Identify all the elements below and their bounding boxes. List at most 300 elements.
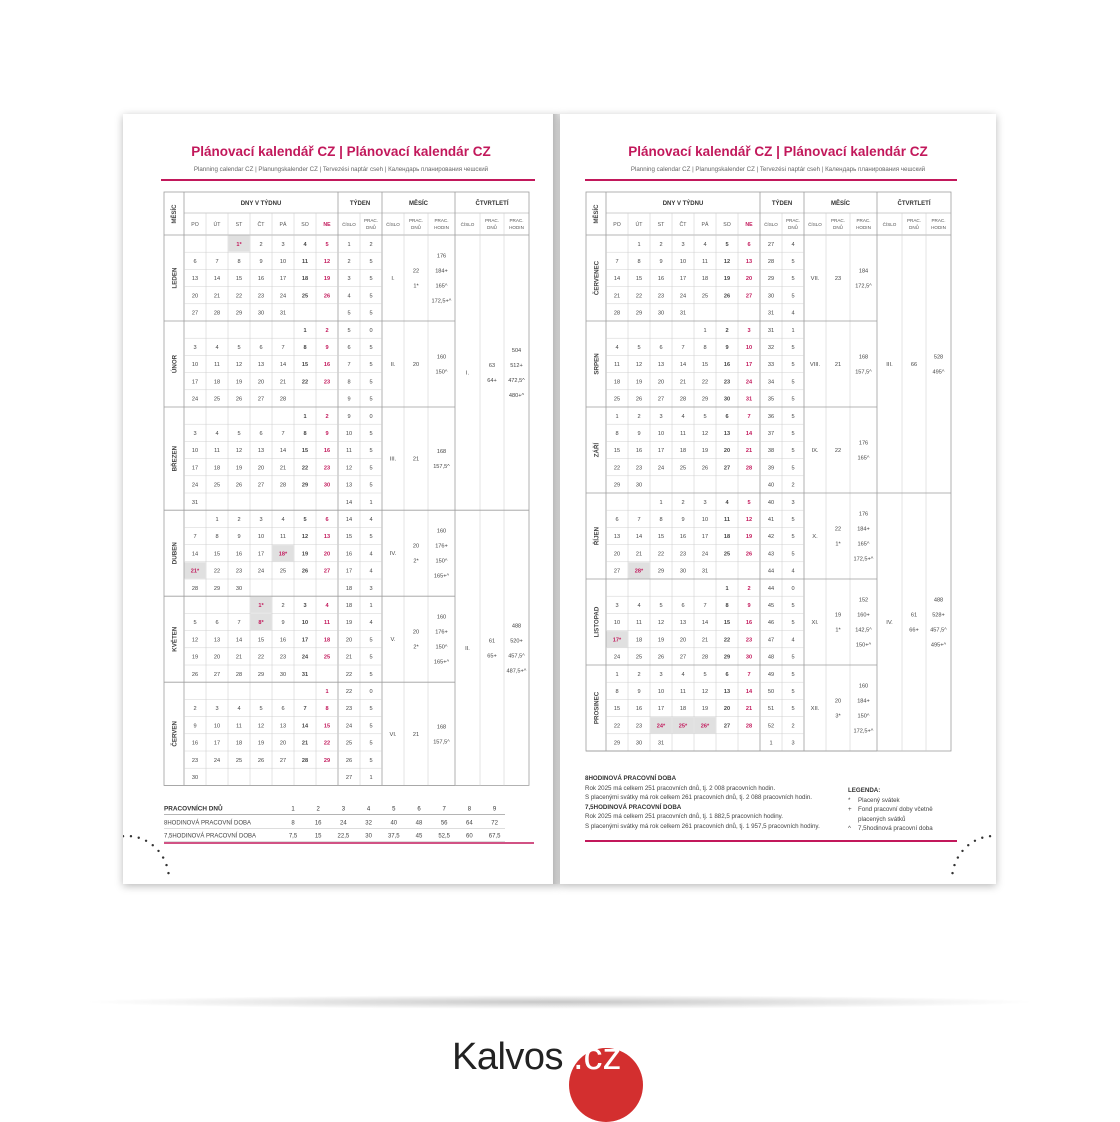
summary-8h-value: 48 (415, 820, 423, 827)
quarter-workhours: 528+ (932, 612, 945, 619)
day-cell: 27 (613, 568, 621, 575)
day-cell: 19 (745, 534, 753, 541)
summary-day: 1 (291, 806, 295, 813)
day-cell: 1* (258, 603, 264, 609)
summary-75h-label: 7,5HODINOVÁ PRACOVNÍ DOBA (164, 833, 257, 840)
day-cell: 25* (678, 723, 688, 730)
day-cell: 14 (635, 534, 643, 541)
day-cell: 3 (193, 345, 197, 351)
day-cell: 12 (635, 362, 643, 369)
week-workdays: 5 (369, 465, 373, 472)
day-cell: 17 (701, 534, 709, 541)
week-number: 19 (345, 620, 353, 627)
week-workdays: 5 (369, 534, 373, 541)
day-cell: 12 (301, 534, 309, 541)
month-name: DUBEN (171, 542, 179, 565)
month-workhours: 157,5^ (855, 369, 872, 376)
day-cell: 22 (257, 654, 265, 661)
month-number: XII. (810, 706, 820, 712)
day-cell: 23 (723, 379, 731, 386)
day-cell: 1* (236, 241, 242, 248)
month-workhours: 150+^ (855, 642, 872, 649)
day-cell: 29 (701, 396, 709, 403)
week-workdays: 2 (369, 241, 373, 248)
day-cell: 26 (235, 396, 243, 403)
day-cell: 3 (659, 413, 663, 420)
brand-name: Kalvos (452, 1036, 564, 1078)
month-workhours: 184+ (435, 268, 448, 275)
day-name-5: SO (723, 222, 731, 228)
day-cell: 26* (700, 723, 710, 730)
decor-dot (974, 840, 976, 842)
day-cell: 12 (257, 723, 265, 730)
header-month-group: MĚSÍC (830, 201, 851, 207)
day-cell: 19 (257, 740, 265, 747)
week-workdays: 5 (369, 757, 373, 764)
summary-8h-value: 24 (340, 820, 347, 827)
month-workdays: 1* (835, 541, 841, 548)
quarter-workdays: 61 (910, 612, 918, 619)
day-cell: 28 (745, 465, 753, 472)
quarter-workhours: 512+ (510, 363, 523, 370)
summary-75h-value: 7,5 (288, 833, 298, 840)
bottom-rule (585, 840, 957, 842)
day-cell: 5 (637, 345, 641, 351)
day-cell: 31 (657, 740, 665, 747)
day-cell: 8 (659, 517, 663, 523)
week-workdays: 4 (791, 568, 795, 575)
day-cell: 3 (659, 671, 663, 678)
summary-label: PRACOVNÍCH DNŮ (164, 805, 223, 813)
day-cell: 26 (323, 293, 331, 300)
quarter-workdays: 64+ (487, 378, 497, 385)
day-cell: 16 (235, 551, 243, 558)
day-cell: 8 (325, 706, 329, 713)
day-cell: 26 (745, 551, 753, 558)
brand-logo (452, 1036, 563, 1079)
quarter-workhours: 495^ (932, 369, 945, 376)
month-workhours: 150^ (435, 369, 448, 376)
day-cell: 10 (657, 689, 665, 695)
day-cell: 31 (279, 310, 287, 317)
summary-day: 9 (492, 806, 497, 813)
month-name: BŘEZEN (171, 445, 179, 472)
day-cell: 14 (613, 276, 621, 283)
day-cell: 22 (213, 568, 221, 575)
day-cell: 13 (279, 723, 287, 730)
summary-day: 7 (442, 806, 446, 813)
month-workhours: 150^ (435, 644, 448, 651)
summary-day: 4 (366, 806, 371, 813)
week-number: 10 (345, 431, 353, 437)
month-workhours: 165^ (435, 283, 448, 290)
week-number: 18 (345, 585, 353, 592)
day-cell: 28 (213, 310, 221, 317)
day-cell: 21 (279, 379, 287, 386)
day-cell: 18 (701, 276, 709, 283)
day-cell: 30 (679, 568, 687, 575)
day-cell: 25 (323, 654, 331, 661)
decor-dot (165, 864, 167, 866)
week-number: 22 (345, 689, 353, 695)
decor-dot (130, 835, 132, 837)
day-cell: 19 (191, 654, 199, 661)
day-cell: 5 (703, 671, 707, 678)
decor-dot (145, 840, 147, 842)
month-number: IV. (389, 551, 397, 558)
day-cell: 25 (635, 654, 643, 661)
day-cell: 8 (303, 345, 307, 351)
header-month: MĚSÍC (594, 204, 600, 224)
day-cell: 22 (301, 465, 309, 472)
day-cell: 21 (745, 448, 753, 455)
day-cell: 31 (745, 396, 753, 403)
day-cell: 30 (191, 775, 199, 781)
legend-item: ^ 7,5hodinová pracovní doba (848, 825, 933, 833)
day-cell: 18 (723, 534, 731, 541)
day-cell: 9 (237, 534, 241, 541)
legend (848, 786, 958, 834)
page-title: Plánovací kalendář CZ | Plánovací kalendár CZ (191, 144, 491, 159)
month-workhours: 150^ (857, 713, 870, 720)
day-name-2: ST (235, 222, 243, 228)
week-workdays: 5 (791, 620, 795, 627)
week-number: 13 (345, 482, 353, 489)
day-cell: 20 (745, 276, 753, 283)
day-cell: 5 (259, 706, 263, 713)
month-workdays: 1* (835, 627, 841, 634)
day-cell: 19 (657, 637, 665, 644)
month-name: ČERVENEC (593, 260, 601, 296)
day-cell: 2 (637, 671, 641, 678)
day-cell: 19 (701, 706, 709, 713)
day-cell: 25 (613, 396, 621, 403)
day-cell: 13 (213, 637, 221, 644)
day-cell: 4 (637, 603, 641, 609)
day-cell: 2 (637, 413, 641, 420)
day-cell: 27 (191, 310, 199, 317)
month-workhours: 157,5^ (433, 464, 450, 471)
day-cell: 15 (301, 448, 309, 455)
day-cell: 20 (723, 706, 731, 713)
day-cell: 31 (679, 310, 687, 317)
day-cell: 14 (235, 637, 243, 644)
week-workdays: 4 (369, 568, 373, 575)
quarter-number: IV. (886, 620, 893, 626)
day-cell: 19 (235, 379, 243, 386)
day-cell: 30 (657, 310, 665, 317)
day-cell: 21 (213, 293, 221, 300)
week-number: 46 (767, 620, 775, 627)
month-number: V. (390, 637, 396, 644)
month-workdays: 20 (412, 629, 420, 636)
month-name: LEDEN (171, 267, 179, 289)
decor-dot (157, 850, 159, 852)
week-workdays: 5 (791, 413, 795, 420)
day-cell: 6 (281, 706, 285, 713)
week-number: 40 (767, 482, 775, 489)
day-cell: 28 (301, 757, 309, 764)
day-cell: 23 (279, 654, 287, 661)
month-workhours: 184+ (857, 526, 870, 533)
day-cell: 14 (213, 276, 221, 283)
summary-75h-value: 30 (365, 833, 372, 840)
month-workhours: 150^ (435, 558, 448, 565)
day-cell: 26 (723, 293, 731, 300)
day-cell: 19 (323, 276, 331, 283)
week-number: 5 (347, 310, 351, 317)
day-cell: 25 (213, 482, 221, 489)
day-cell: 28 (279, 482, 287, 489)
day-cell: 5 (303, 517, 307, 523)
day-cell: 28 (745, 723, 753, 730)
day-cell: 20 (279, 740, 287, 747)
week-number: 11 (346, 448, 352, 455)
week-number: 6 (347, 345, 351, 351)
day-cell: 19 (701, 448, 709, 455)
day-name-0: PO (613, 222, 621, 228)
week-workdays: 4 (791, 241, 795, 248)
day-cell: 12 (701, 689, 709, 695)
day-cell: 27 (745, 293, 753, 300)
day-cell: 13 (657, 362, 665, 369)
day-cell: 7 (681, 345, 685, 351)
header-quarter: ČTVRTLETÍ (897, 201, 931, 207)
day-cell: 6 (725, 413, 729, 420)
day-cell: 17 (657, 448, 665, 455)
day-cell: 29 (613, 740, 621, 747)
week-number: 37 (767, 431, 775, 437)
day-cell: 23 (191, 757, 199, 764)
day-cell: 20 (213, 654, 221, 661)
day-cell: 25 (701, 293, 709, 300)
day-cell: 26 (635, 396, 643, 403)
day-cell: 21 (613, 293, 621, 300)
day-cell: 22 (323, 740, 331, 747)
day-cell: 27 (723, 723, 731, 730)
day-cell: 10 (301, 620, 309, 627)
week-workdays: 5 (791, 551, 795, 558)
day-cell: 29 (613, 482, 621, 489)
day-cell: 7 (637, 517, 641, 523)
day-cell: 1 (215, 517, 219, 523)
day-cell: 13 (323, 534, 331, 541)
week-workdays: 5 (369, 482, 373, 489)
day-cell: 7 (193, 534, 197, 541)
day-cell: 29 (635, 310, 643, 317)
subheader-label: ČÍSLO (460, 222, 475, 227)
day-cell: 25 (213, 396, 221, 403)
day-cell: 28 (191, 585, 199, 592)
day-cell: 2 (659, 241, 663, 248)
day-cell: 4 (325, 603, 329, 609)
calendar-table-right (560, 114, 996, 884)
day-cell: 27 (723, 465, 731, 472)
week-workdays: 5 (369, 706, 373, 713)
month-workhours: 160 (436, 354, 447, 361)
day-cell: 9 (325, 431, 329, 437)
month-workdays: 20 (412, 543, 420, 550)
week-number: 44 (767, 585, 775, 592)
week-number: 4 (347, 293, 351, 300)
day-cell: 14 (701, 620, 709, 627)
day-cell: 18 (679, 448, 687, 455)
quarter-workhours: 504 (511, 348, 522, 355)
day-cell: 28* (634, 568, 644, 575)
decor-dot (989, 835, 991, 837)
summary-75h-value: 45 (415, 833, 423, 840)
brand-tld: .cz (573, 1036, 622, 1078)
day-cell: 30 (635, 740, 643, 747)
quarter-workhours: 528 (933, 354, 944, 361)
day-cell: 11 (302, 259, 308, 265)
day-name-1: ÚT (635, 222, 643, 228)
day-cell: 7 (281, 431, 285, 437)
week-workdays: 5 (791, 689, 795, 695)
week-workdays: 5 (791, 534, 795, 541)
day-cell: 8* (258, 620, 264, 627)
decor-dot (951, 872, 953, 874)
week-workdays: 5 (369, 293, 373, 300)
day-cell: 14 (301, 723, 309, 730)
week-workdays: 3 (369, 585, 373, 592)
day-cell: 21 (279, 465, 287, 472)
week-workdays: 5 (369, 379, 373, 386)
day-cell: 13 (257, 362, 265, 369)
day-cell: 13 (191, 276, 199, 283)
month-name: SRPEN (593, 353, 601, 375)
day-name-5: SO (301, 222, 309, 228)
day-cell: 21 (745, 706, 753, 713)
month-workdays: 23 (834, 276, 842, 282)
day-cell: 9 (281, 620, 285, 627)
day-cell: 19 (723, 276, 731, 283)
month-workhours: 160 (436, 528, 447, 535)
week-number: 27 (767, 241, 775, 248)
day-cell: 28 (235, 671, 243, 678)
summary-8h-value: 72 (491, 820, 498, 827)
day-cell: 16 (279, 637, 287, 644)
day-cell: 4 (703, 241, 707, 248)
day-cell: 8 (703, 345, 707, 351)
week-workdays: 3 (791, 740, 795, 747)
day-cell: 14 (279, 362, 287, 369)
day-cell: 29 (323, 757, 331, 764)
day-cell: 23 (679, 551, 687, 558)
day-cell: 30 (635, 482, 643, 489)
day-cell: 23 (745, 637, 753, 644)
month-workhours: 142,5^ (855, 627, 872, 634)
day-name-1: ÚT (213, 222, 221, 228)
summary-8h-value: 56 (440, 820, 448, 827)
month-name: PROSINEC (593, 691, 601, 725)
day-cell: 27 (679, 654, 687, 661)
week-number: 18 (345, 603, 353, 609)
quarter-number: III. (886, 362, 893, 368)
day-cell: 24 (679, 293, 687, 300)
week-number: 43 (767, 551, 775, 558)
day-cell: 29 (723, 654, 731, 661)
day-cell: 26 (191, 671, 199, 678)
day-cell: 31 (301, 671, 309, 678)
quarter-workhours: 472,5^ (508, 378, 525, 385)
week-number: 27 (345, 775, 353, 781)
week-workdays: 5 (369, 637, 373, 644)
day-cell: 14 (279, 448, 287, 455)
day-cell: 3 (703, 499, 707, 506)
day-cell: 20 (679, 637, 687, 644)
week-number: 17 (345, 568, 353, 575)
day-cell: 5 (325, 241, 329, 248)
day-cell: 6 (259, 431, 263, 437)
day-cell: 4 (303, 241, 307, 248)
day-cell: 23 (323, 465, 331, 472)
day-cell: 14 (745, 689, 753, 695)
week-number: 21 (345, 654, 353, 661)
subheader-label: ČÍSLO (764, 222, 778, 227)
day-name-4: PÁ (701, 222, 709, 228)
day-cell: 22 (701, 379, 709, 386)
day-cell: 19 (635, 379, 643, 386)
week-number: 31 (767, 310, 775, 317)
quarter-workdays: 66 (910, 362, 918, 368)
decor-dot (123, 835, 124, 837)
day-cell: 17 (191, 465, 199, 472)
day-cell: 4 (237, 706, 241, 713)
day-cell: 24* (656, 723, 666, 730)
day-cell: 22 (235, 293, 243, 300)
day-cell: 15 (723, 620, 731, 627)
day-cell: 18 (213, 465, 221, 472)
day-cell: 18 (679, 706, 687, 713)
day-cell: 17 (191, 379, 199, 386)
day-cell: 30 (257, 310, 265, 317)
day-cell: 11 (324, 620, 330, 627)
day-cell: 4 (681, 671, 685, 678)
day-cell: 23 (635, 723, 643, 730)
day-cell: 11 (236, 723, 242, 730)
day-cell: 6 (215, 620, 219, 627)
day-cell: 12 (723, 259, 731, 265)
day-name-3: ČT (257, 222, 265, 228)
summary-day: 6 (417, 806, 421, 813)
day-cell: 30 (323, 482, 331, 489)
day-cell: 12 (657, 620, 665, 627)
decor-dot (967, 844, 969, 846)
subheader-label: PRAC. (785, 218, 801, 223)
notes-8h-line2: S placenými svátky má rok celkem 261 pracovních dnů, tj. 2 088 pracovních hodin. (585, 794, 812, 802)
header-days-of-week: DNY V TÝDNU (662, 201, 704, 207)
day-cell: 22 (613, 465, 621, 472)
quarter-workhours: 488 (933, 597, 944, 604)
summary-day: 2 (316, 806, 320, 813)
day-cell: 15 (301, 362, 309, 369)
day-cell: 9 (325, 345, 329, 351)
quarter-workhours: 457,5^ (930, 627, 947, 634)
day-cell: 20 (257, 465, 265, 472)
day-cell: 15 (613, 448, 621, 455)
day-cell: 15 (235, 276, 243, 283)
day-cell: 16 (191, 740, 199, 747)
day-cell: 22 (723, 637, 731, 644)
day-cell: 21* (190, 568, 200, 575)
week-workdays: 5 (369, 362, 373, 369)
day-cell: 17 (657, 706, 665, 713)
day-cell: 17 (213, 740, 221, 747)
day-name-6: NE (323, 222, 331, 228)
day-cell: 17* (612, 637, 622, 644)
month-workhours: 168 (436, 724, 447, 731)
